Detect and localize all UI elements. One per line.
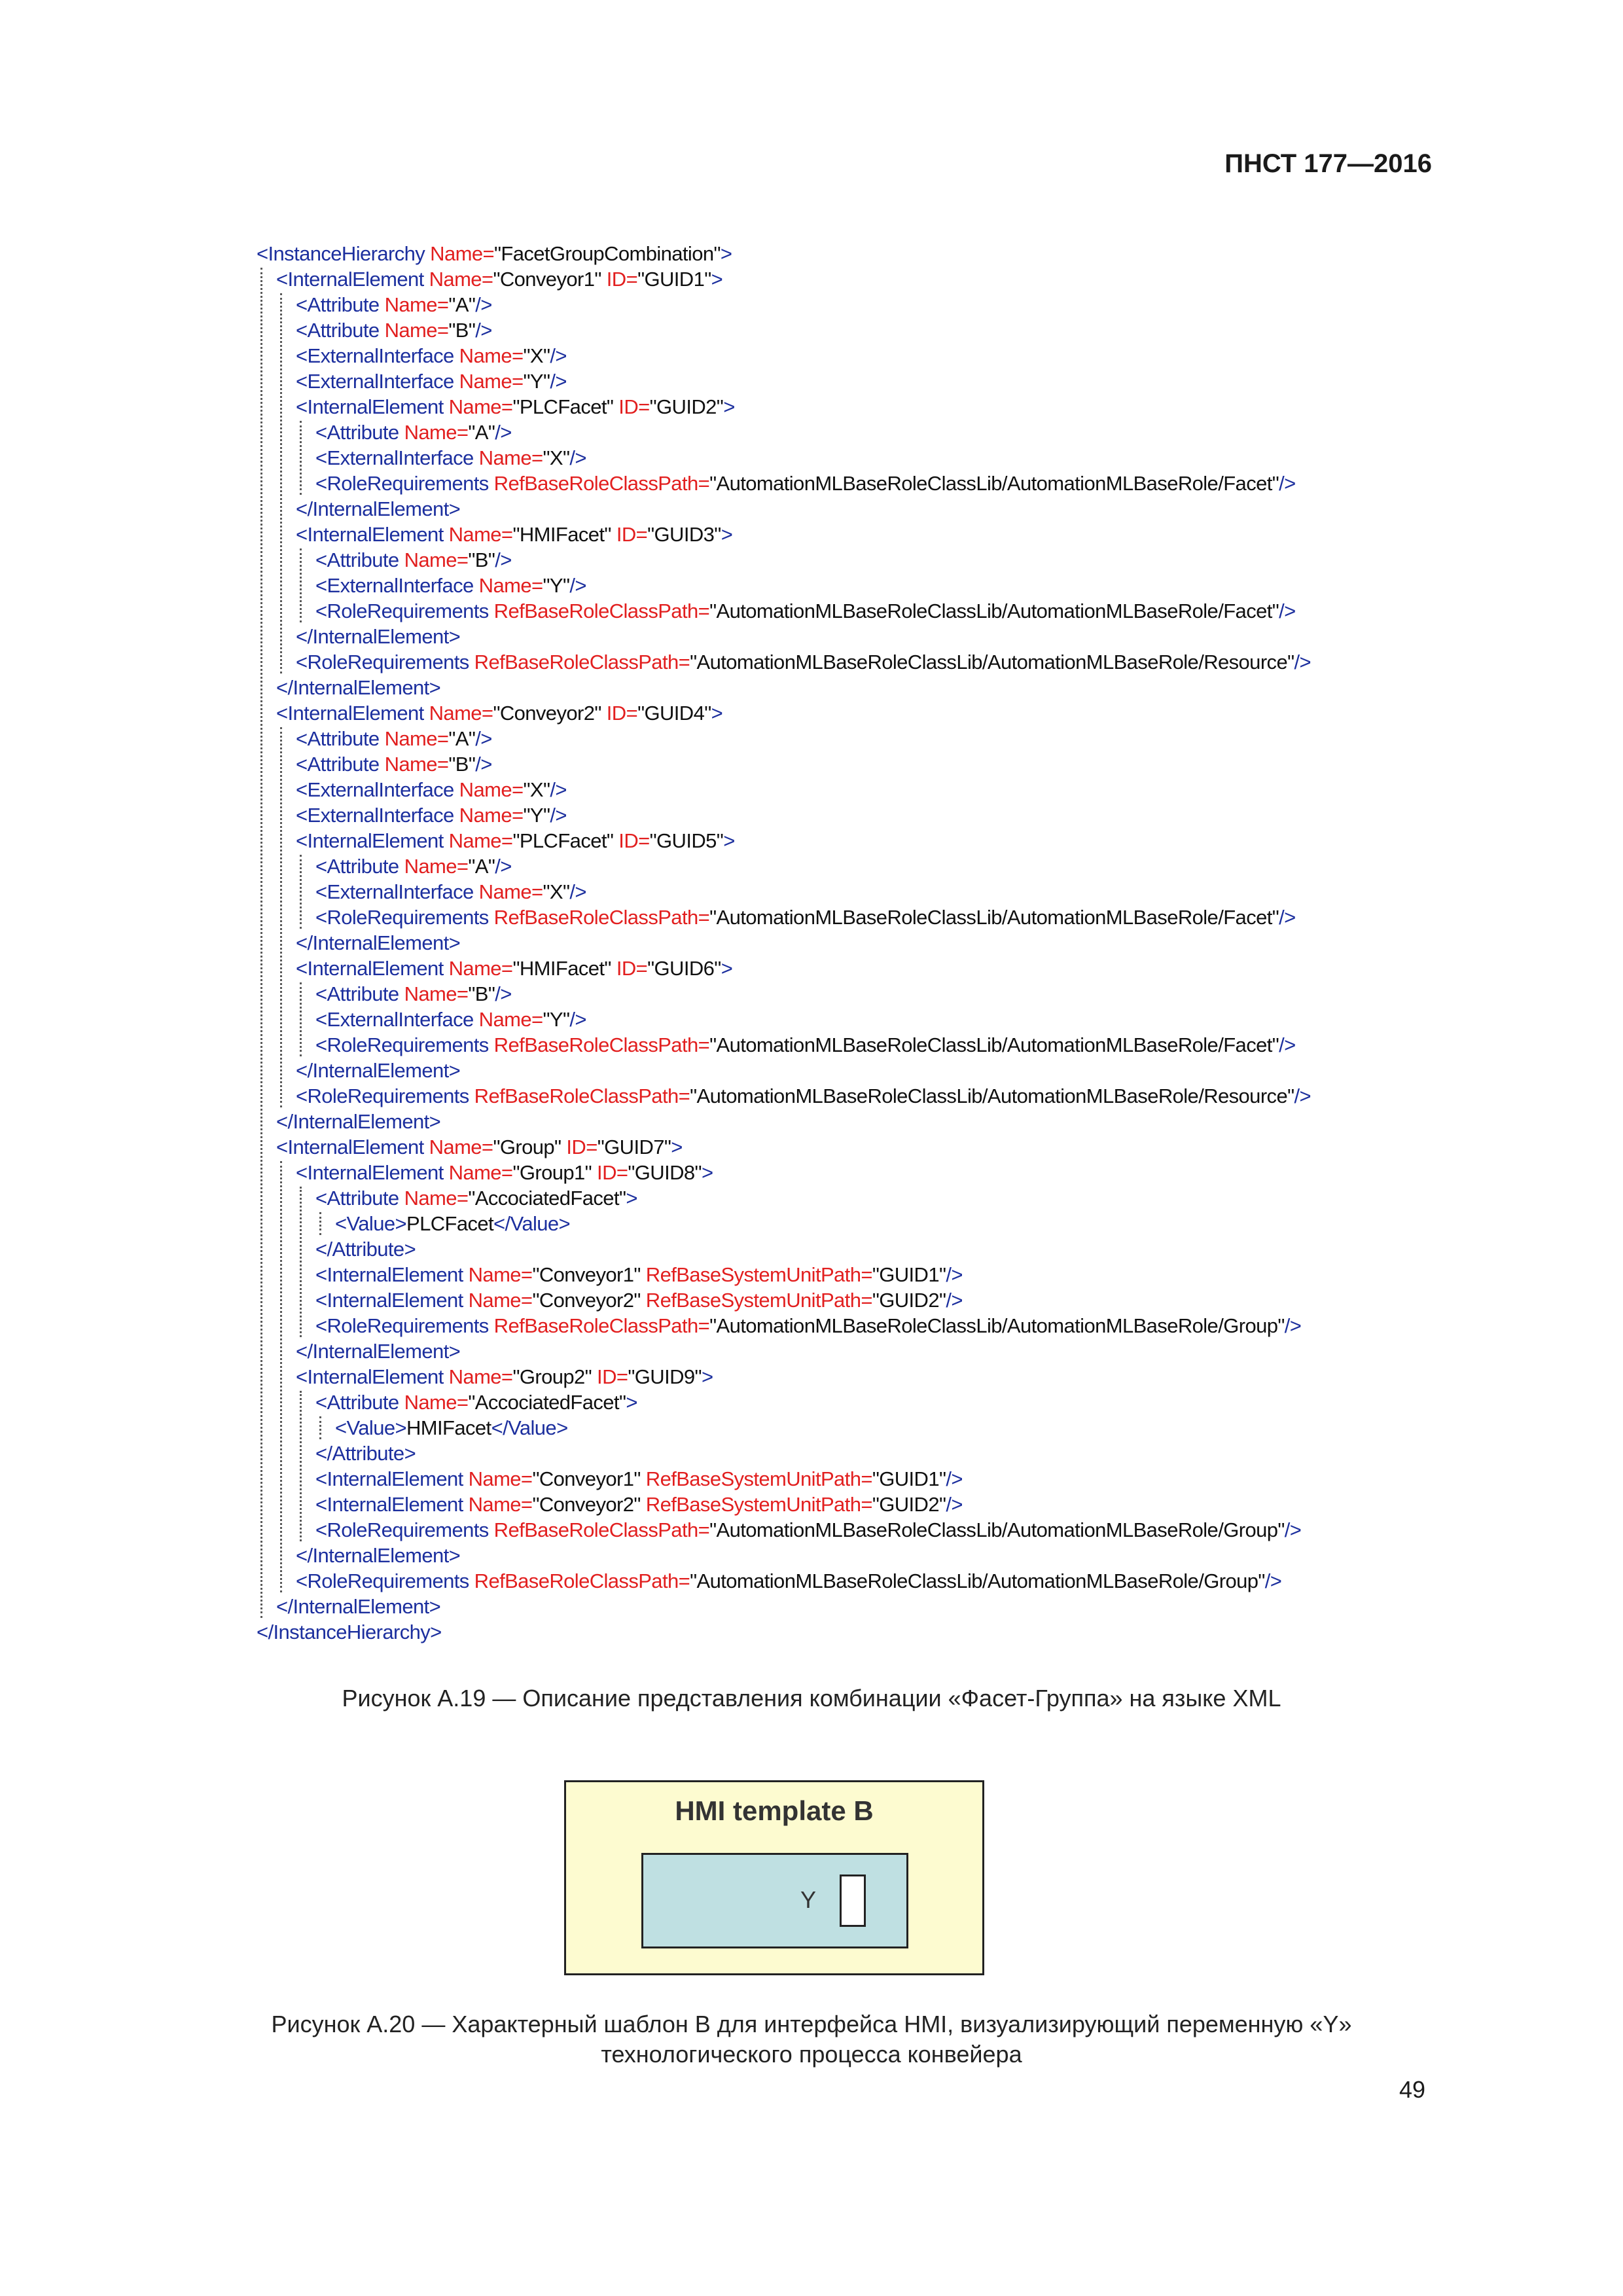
xml-token: "Conveyor2" [532,1289,641,1312]
xml-token: <Attribute [296,753,380,776]
xml-token: "AutomationMLBaseRoleClassLib/AutomationMLBaseRole/Facet" [709,472,1279,495]
xml-token: ID= [611,957,648,980]
xml-token: <Attribute [315,982,399,1005]
xml-token: ID= [601,702,638,725]
xml-line [315,981,512,1007]
xml-token: Name= [379,753,449,776]
xml-token: </InternalElement> [296,931,461,954]
xml-line [296,777,567,802]
xml-token: > [626,1187,637,1210]
xml-token: <InternalElement [296,395,444,418]
xml-line [276,700,722,726]
xml-token: "X" [523,778,550,801]
xml-token: "AccociatedFacet" [468,1187,626,1210]
xml-token: Name= [473,1008,543,1031]
xml-line [296,649,1311,675]
xml-indent-guide [300,548,302,622]
xml-token: <Attribute [315,421,399,444]
xml-indent-guide [300,1391,302,1541]
xml-line [335,1211,570,1236]
xml-token: "Conveyor1" [532,1263,641,1286]
xml-token: <RoleRequirements [315,472,489,495]
xml-token: <ExternalInterface [296,804,454,827]
xml-token: "Y" [543,574,570,597]
figure-caption-a20-line1: Рисунок А.20 — Характерный шаблон В для интерфейса HMI, визуализирующий переменную «Y» [271,2011,1352,2037]
xml-line [296,292,492,317]
xml-line [315,420,512,445]
xml-token: "GUID7" [597,1136,671,1158]
xml-token: Name= [399,1391,469,1414]
xml-line [315,1185,637,1211]
xml-token: InstanceHierarchy [268,242,425,265]
xml-line [315,1236,416,1262]
xml-token: Name= [443,957,513,980]
xml-token: "AutomationMLBaseRoleClassLib/AutomationMLBaseRole/Group" [709,1314,1285,1337]
xml-token: <Attribute [296,319,380,342]
xml-token: /> [1294,651,1311,673]
xml-line [315,853,512,879]
xml-token: Name= [463,1493,533,1516]
xml-token: </InternalElement> [296,1544,461,1567]
xml-token: > [711,268,723,291]
xml-token: <ExternalInterface [296,778,454,801]
xml-token: PLCFacet [406,1212,494,1235]
xml-token: "Y" [543,1008,570,1031]
xml-token: /> [550,778,567,801]
xml-token: Name= [423,702,493,725]
xml-token: </Attribute> [315,1442,416,1465]
xml-token: > [626,1391,637,1414]
xml-token: <RoleRequirements [315,1518,489,1541]
xml-token: Name= [423,1136,493,1158]
xml-token: <InternalElement [276,1136,424,1158]
xml-indent-guide [319,1416,321,1439]
xml-token: RefBaseSystemUnitPath= [640,1493,872,1516]
xml-token: <ExternalInterface [315,446,474,469]
xml-token: Name= [399,1187,469,1210]
xml-line [296,1543,460,1568]
xml-line [296,802,567,828]
xml-token: <Attribute [315,1391,399,1414]
xml-line [315,471,1296,496]
xml-token: > [723,829,735,852]
xml-token: <Value> [335,1416,406,1439]
xml-line [315,1517,1301,1543]
xml-token: > [720,242,732,265]
page-header: ПНСТ 177—2016 [1224,149,1432,178]
xml-token: Name= [379,319,449,342]
xml-token: ID= [613,395,650,418]
xml-line [315,598,1296,624]
xml-line [296,1058,460,1083]
xml-token: "Y" [523,370,550,393]
hmi-template-box [564,1780,984,1975]
xml-line [296,522,732,547]
xml-token: /> [1284,1518,1302,1541]
xml-token: ID= [592,1161,628,1184]
xml-token: "B" [448,753,476,776]
xml-token: <RoleRequirements [315,600,489,622]
xml-line [315,1032,1296,1058]
xml-line [296,368,567,394]
xml-token: /> [475,293,492,316]
xml-token: Name= [399,421,469,444]
xml-token: <RoleRequirements [315,1033,489,1056]
xml-line [315,1007,586,1032]
xml-line [276,266,722,292]
xml-indent-guide [300,855,302,929]
xml-token: ID= [613,829,650,852]
xml-line [296,956,732,981]
figure-caption-a19: Рисунок А.19 — Описание представления комбинации «Фасет-Группа» на языке XML [342,1685,1281,1712]
xml-token: "PLCFacet" [512,829,614,852]
xml-token: Name= [399,855,469,878]
xml-token: "AutomationMLBaseRoleClassLib/AutomationMLBaseRole/Facet" [709,1033,1279,1056]
xml-token: /> [1279,906,1296,929]
xml-token: /> [475,753,492,776]
xml-token: "A" [448,727,476,750]
xml-token: ID= [611,523,648,546]
xml-token: "A" [448,293,476,316]
xml-token: /> [569,446,586,469]
xml-token: <InternalElement [315,1493,463,1516]
xml-token: "AutomationMLBaseRoleClassLib/AutomationMLBaseRole/Resource" [690,1085,1294,1107]
xml-token: RefBaseSystemUnitPath= [640,1263,872,1286]
xml-token: "AutomationMLBaseRoleClassLib/AutomationMLBaseRole/Facet" [709,600,1279,622]
xml-token: RefBaseRoleClassPath= [488,1033,710,1056]
xml-token: /> [495,421,512,444]
xml-token: "GUID6" [647,957,721,980]
xml-token: "Y" [523,804,550,827]
xml-token: <Attribute [296,293,380,316]
xml-token: "PLCFacet" [512,395,614,418]
xml-line [296,726,492,751]
xml-line [315,573,586,598]
xml-token: <InternalElement [315,1289,463,1312]
xml-token: <InternalElement [276,268,424,291]
xml-token: "GUID9" [628,1365,702,1388]
xml-token: <InternalElement [296,1161,444,1184]
xml-token: /> [495,855,512,878]
xml-token: <InternalElement [296,1365,444,1388]
xml-line [315,905,1296,930]
xml-line [257,1619,442,1645]
hmi-variable-indicator [840,1874,866,1927]
xml-token: Name= [443,829,513,852]
xml-line [296,1160,713,1185]
xml-token: "B" [448,319,476,342]
xml-token: /> [475,727,492,750]
xml-token: /> [946,1289,963,1312]
xml-token: "GUID1" [872,1467,946,1490]
xml-token: <Attribute [296,727,380,750]
xml-token: "GUID3" [647,523,721,546]
xml-token: > [721,957,733,980]
xml-token: > [701,1161,713,1184]
xml-token: </InternalElement> [276,676,441,699]
xml-line [315,547,512,573]
xml-token: <ExternalInterface [315,574,474,597]
xml-token: /> [550,344,567,367]
xml-token: </InternalElement> [296,1340,461,1363]
xml-token: "FacetGroupCombination" [493,242,721,265]
xml-indent-guide [300,1187,302,1337]
xml-token: Name= [423,268,493,291]
xml-token: <ExternalInterface [315,880,474,903]
xml-token: RefBaseRoleClassPath= [469,1085,690,1107]
xml-line [276,675,440,700]
xml-token: "Group" [493,1136,562,1158]
xml-token: /> [1294,1085,1311,1107]
xml-token: /> [495,548,512,571]
xml-token: /> [550,370,567,393]
xml-token: <RoleRequirements [296,1570,469,1592]
xml-token: > [721,523,733,546]
xml-token: > [711,702,723,725]
xml-token: "AutomationMLBaseRoleClassLib/AutomationMLBaseRole/Resource" [690,651,1294,673]
xml-token: </InstanceHierarchy> [257,1621,442,1643]
xml-line [296,343,567,368]
xml-token: Name= [473,446,543,469]
xml-indent-guide [280,1161,282,1592]
xml-token: Name= [379,727,449,750]
xml-token: Name= [399,548,469,571]
xml-token: "Conveyor1" [532,1467,641,1490]
xml-token: Name= [443,1365,513,1388]
xml-token: <RoleRequirements [315,906,489,929]
xml-token: </Value> [491,1416,568,1439]
xml-token: "AccociatedFacet" [468,1391,626,1414]
xml-indent-guide [319,1212,321,1235]
xml-token: <Attribute [315,855,399,878]
xml-line [335,1415,568,1441]
xml-line [296,624,460,649]
xml-token: "Conveyor2" [532,1493,641,1516]
xml-token: ID= [601,268,638,291]
xml-token: /> [946,1263,963,1286]
xml-line [296,828,735,853]
xml-token: RefBaseRoleClassPath= [488,1314,710,1337]
xml-line [296,394,735,420]
xml-line [315,879,586,905]
xml-token: "GUID2" [872,1493,946,1516]
xml-token: > [723,395,735,418]
xml-line [315,1441,416,1466]
xml-token: "Group2" [512,1365,592,1388]
xml-token: RefBaseRoleClassPath= [488,906,710,929]
xml-token: </InternalElement> [296,1059,461,1082]
xml-token: Name= [463,1289,533,1312]
xml-token: /> [1279,600,1296,622]
xml-token: "AutomationMLBaseRoleClassLib/AutomationMLBaseRole/Facet" [709,906,1279,929]
xml-line [315,1313,1301,1338]
xml-token: <Value> [335,1212,406,1235]
xml-token: RefBaseRoleClassPath= [488,1518,710,1541]
xml-token: Name= [454,370,524,393]
xml-token: /> [946,1467,963,1490]
xml-token: <RoleRequirements [315,1314,489,1337]
xml-token: /> [569,1008,586,1031]
xml-token: </InternalElement> [276,1595,441,1618]
xml-token: RefBaseSystemUnitPath= [640,1467,872,1490]
xml-token: Name= [463,1467,533,1490]
xml-token: </InternalElement> [296,497,461,520]
xml-line [315,1287,963,1313]
xml-token: /> [550,804,567,827]
xml-token: "B" [468,548,495,571]
xml-token: "Group1" [512,1161,592,1184]
xml-token: Name= [454,778,524,801]
xml-token: ID= [592,1365,628,1388]
xml-token: </Attribute> [315,1238,416,1261]
xml-token: </InternalElement> [276,1110,441,1133]
xml-token: "GUID2" [649,395,724,418]
xml-token: "X" [523,344,550,367]
xml-token: ID= [561,1136,597,1158]
xml-token: "GUID1" [872,1263,946,1286]
xml-token: <ExternalInterface [296,370,454,393]
hmi-display-panel [641,1853,908,1948]
xml-indent-guide [260,268,262,1618]
xml-token: Name= [454,804,524,827]
xml-token: Name= [443,523,513,546]
xml-token: <InternalElement [276,702,424,725]
xml-token: /> [569,880,586,903]
xml-token: /> [569,574,586,597]
xml-line [296,1568,1281,1594]
xml-line [315,1390,637,1415]
xml-token: <InternalElement [296,957,444,980]
xml-line [257,241,732,266]
xml-token: <ExternalInterface [296,344,454,367]
xml-token: <InternalElement [315,1263,463,1286]
xml-token: /> [475,319,492,342]
xml-token: </Value> [493,1212,571,1235]
xml-token: > [671,1136,683,1158]
xml-token: "B" [468,982,495,1005]
xml-indent-guide [300,421,302,495]
xml-token: </InternalElement> [296,625,461,648]
xml-token: "AutomationMLBaseRoleClassLib/AutomationMLBaseRole/Group" [690,1570,1265,1592]
xml-token: "A" [468,421,495,444]
xml-token: Name= [443,1161,513,1184]
xml-token: Name= [454,344,524,367]
xml-token: < [257,242,268,265]
xml-token: <InternalElement [296,523,444,546]
xml-token: Name= [425,242,494,265]
xml-line [315,1262,963,1287]
xml-token: "GUID4" [637,702,711,725]
xml-token: RefBaseRoleClassPath= [469,651,690,673]
xml-token: Name= [473,574,543,597]
xml-token: "GUID8" [628,1161,702,1184]
xml-token: <RoleRequirements [296,651,469,673]
xml-token: RefBaseRoleClassPath= [488,600,710,622]
xml-token: "A" [468,855,495,878]
xml-token: Name= [399,982,469,1005]
xml-line [276,1109,440,1134]
xml-token: "AutomationMLBaseRoleClassLib/AutomationMLBaseRole/Group" [709,1518,1285,1541]
xml-token: /> [1284,1314,1302,1337]
xml-line [315,1466,963,1492]
xml-line [296,930,460,956]
xml-line [296,1364,713,1390]
xml-token: <InternalElement [296,829,444,852]
xml-token: Name= [463,1263,533,1286]
xml-indent-guide [280,293,282,673]
xml-token: "Conveyor2" [493,702,601,725]
xml-token: "Conveyor1" [493,268,601,291]
xml-line [296,496,460,522]
hmi-variable-label: Y [800,1886,817,1913]
xml-token: "HMIFacet" [512,957,611,980]
xml-token: Name= [443,395,513,418]
xml-token: <ExternalInterface [315,1008,474,1031]
xml-token: "GUID2" [872,1289,946,1312]
xml-token: HMIFacet [406,1416,491,1439]
xml-token: "X" [543,880,570,903]
xml-token: > [701,1365,713,1388]
xml-token: "HMIFacet" [512,523,611,546]
xml-indent-guide [300,982,302,1056]
hmi-template-title: HMI template B [675,1795,874,1826]
xml-token: "GUID5" [649,829,724,852]
xml-token: /> [1279,1033,1296,1056]
xml-line [296,751,492,777]
xml-line [296,317,492,343]
xml-token: <RoleRequirements [296,1085,469,1107]
page-number: 49 [1399,2076,1425,2103]
xml-token: /> [1279,472,1296,495]
xml-token: <Attribute [315,1187,399,1210]
xml-line [296,1338,460,1364]
xml-token: Name= [473,880,543,903]
xml-line [296,1083,1311,1109]
xml-token: /> [946,1493,963,1516]
figure-caption-a20-line2: технологического процесса конвейера [601,2041,1022,2068]
xml-token: RefBaseRoleClassPath= [488,472,710,495]
xml-line [276,1134,683,1160]
xml-line [315,1492,963,1517]
xml-token: "X" [543,446,570,469]
xml-token: /> [1264,1570,1282,1592]
xml-token: /> [495,982,512,1005]
xml-token: <Attribute [315,548,399,571]
xml-token: RefBaseSystemUnitPath= [640,1289,872,1312]
xml-token: <InternalElement [315,1467,463,1490]
xml-token: Name= [379,293,449,316]
xml-token: "GUID1" [637,268,711,291]
xml-line [315,445,586,471]
xml-code-figure [257,241,1421,1643]
xml-indent-guide [280,727,282,1107]
xml-token: RefBaseRoleClassPath= [469,1570,690,1592]
xml-line [276,1594,440,1619]
